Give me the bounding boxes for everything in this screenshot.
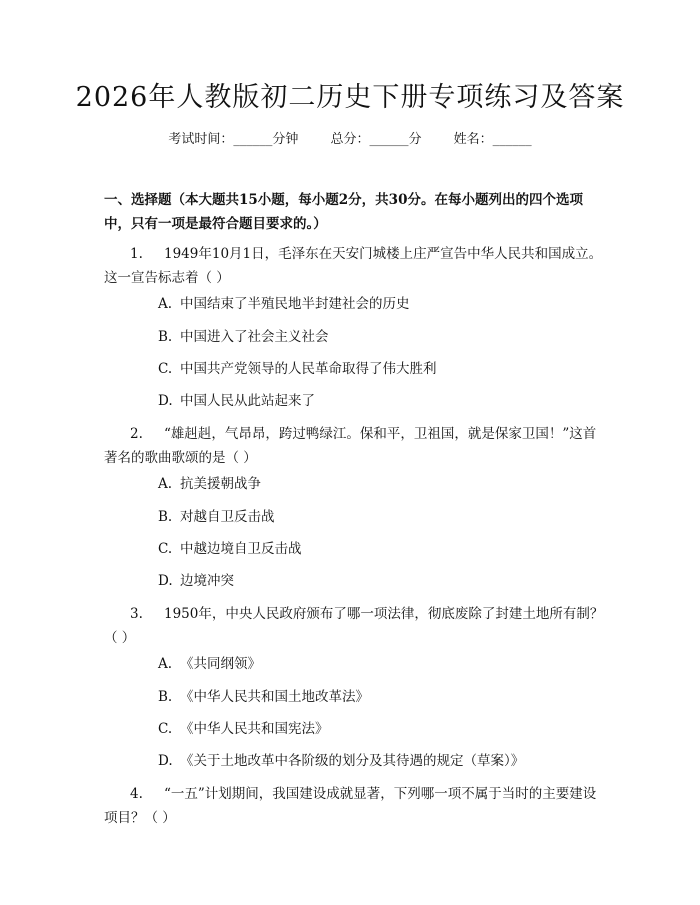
option-1d [158,391,598,411]
option-3b [158,687,598,707]
option-1c [158,359,598,379]
exam-score: 总分：______分 [330,132,422,147]
option-text: 边境冲突 [180,573,234,589]
option-letter: B. [158,689,173,705]
page-title: 2026年人教版初二历史下册专项练习及答案 [75,82,625,113]
exam-time: 考试时间：______分钟 [168,132,299,147]
exam-name: 姓名：______ [453,132,532,147]
option-text: 《中华人民共和国土地改革法》 [180,689,369,705]
option-2a [158,474,598,494]
option-text: 中国共产党领导的人民革命取得了伟大胜利 [180,361,437,377]
section-header: 一、选择题（本大题共15小题，每小题2分，共30分。在每小题列出的四个选项中，只有一项是最符合题目要求的。） [104,192,583,232]
option-letter: C. [158,361,173,377]
option-2d [158,571,598,591]
option-1b [158,327,598,347]
question-number: 4. [130,786,143,802]
question-stem: 1949年10月1日，毛泽东在天安门城楼上庄严宣告中华人民共和国成立。这一宣告标志着（ ） [104,246,603,286]
option-3d [158,751,598,771]
option-letter: A. [158,656,173,672]
option-letter: C. [158,541,173,557]
question-stem: “一五”计划期间，我国建设成就显著，下列哪一项不属于当时的主要建设项目？（ ） [104,786,597,826]
option-2b [158,507,598,527]
option-letter: D. [158,753,173,769]
question-stem: “雄赳赳，气昂昂，跨过鸭绿江。保和平，卫祖国，就是保家卫国！”这首著名的歌曲歌颂的是（ ） [104,426,597,466]
option-text: 中国进入了社会主义社会 [180,329,329,345]
question-3 [104,602,604,650]
option-letter: C. [158,721,173,737]
question-4 [104,782,604,830]
question-number: 2. [130,426,143,442]
option-letter: A. [158,476,173,492]
option-letter: D. [158,573,173,589]
question-number: 1. [130,246,143,262]
option-text: 《共同纲领》 [180,656,261,672]
option-text: 中国人民从此站起来了 [180,393,315,409]
option-text: 《中华人民共和国宪法》 [180,721,329,737]
option-letter: D. [158,393,173,409]
option-letter: B. [158,329,173,345]
option-text: 《关于土地改革中各阶级的划分及其待遇的规定（草案）》 [180,753,525,769]
question-1 [104,242,604,290]
option-2c [158,539,598,559]
option-text: 中国结束了半殖民地半封建社会的历史 [180,296,410,312]
question-stem: 1950年，中央人民政府颁布了哪一项法律，彻底废除了封建土地所有制？（ ） [104,606,604,646]
option-letter: B. [158,509,173,525]
option-text: 中越边境自卫反击战 [180,541,302,557]
option-letter: A. [158,296,173,312]
option-3a [158,654,598,674]
option-text: 抗美援朝战争 [180,476,261,492]
question-number: 3. [130,606,143,622]
option-1a [158,294,598,314]
exam-meta [0,130,700,150]
question-2 [104,422,604,470]
option-3c [158,719,598,739]
option-text: 对越自卫反击战 [180,509,275,525]
